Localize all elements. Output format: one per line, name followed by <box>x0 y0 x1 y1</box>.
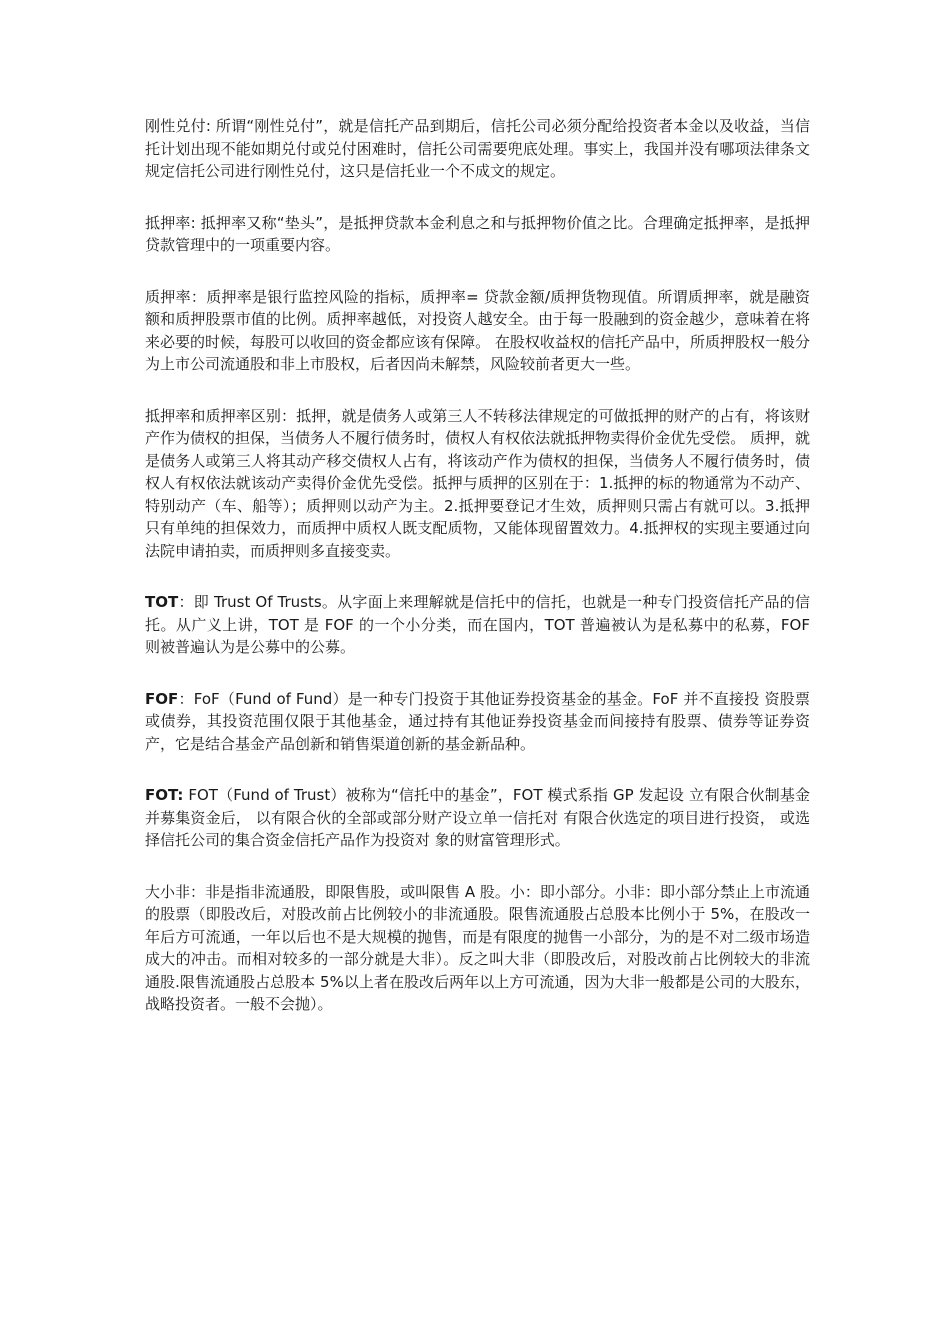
entry-body: 抵押率又称“垫头”，是抵押贷款本金利息之和与抵押物价值之比。合理确定抵押率，是抵押贷款管理中的一项重要内容。 <box>145 213 810 254</box>
document-body <box>145 115 810 1045</box>
entry-mortgage-rate <box>145 212 810 257</box>
entry-pledge-rate <box>145 286 810 376</box>
entry-term: FOT: <box>145 786 184 804</box>
entry-separator: ： <box>178 593 194 611</box>
entry-term: FOF <box>145 689 179 708</box>
entry-term: 抵押率和质押率区别 <box>145 406 282 425</box>
entry-term: 刚性兑付 <box>145 117 206 135</box>
entry-separator: ： <box>281 406 297 425</box>
entry-term: 大小非 <box>145 882 191 901</box>
entry-separator: ： <box>190 882 206 901</box>
entry-rigid-payment <box>145 115 810 183</box>
entry-body: FoF（Fund of Fund）是一种专门投资于其他证券投资基金的基金。FoF 并不直接投 资股票或债券，其投资范围仅限于其他基金，通过持有其他证券投资基金而间接持有股票、债券等证券资产，它是结合基金产品创新和销售渠道创新的基金新品种。 <box>145 689 810 753</box>
entry-body: 非是指非流通股，即限售股，或叫限售 A 股。小：即小部分。小非：即小部分禁止上市流通的股票（即股改后，对股改前占比例较小的非流通股。限售流通股占总股本比例小于 5%，在股改一年后方可流通，一年以后也不是大规模的抛售，而是有限度的抛售一小部分，为的是不对二级市场造成大的冲击。而相对较多的一部分就是大非）。反之叫大非（即股改后，对股改前占比例较大的非流通股.限售流通股占总股本 5%以上者在股改后两年以上方可流通，因为大非一般都是公司的大股东，战略投资者。一般不会抛）。 <box>145 882 810 1013</box>
entry-term: 质押率 <box>145 287 191 306</box>
entry-body: FOT（Fund of Trust）被称为“信托中的基金”，FOT 模式系指 GP 发起设 立有限合伙制基金并募集资金后， 以有限合伙的全部或部分财产设立单一信托对 有限合伙选定的项目进行投资， 或选择信托公司的集合资金信托产品作为投资对 象的财富管理形式。 <box>145 786 810 849</box>
entry-term: TOT <box>145 593 179 611</box>
entry-body: 质押率是银行监控风险的指标，质押率= 贷款金额/质押货物现值。所谓质押率，就是融资额和质押股票市值的比例。质押率越低，对投资人越安全。由于每一股融到的资金越少，意味着在将来必要的时候，每股可以收回的资金都应该有保障。 在股权收益权的信托产品中，所质押股权一般分为上市公司流通股和非上市股权，后者因尚未解禁，风险较前者更大一些。 <box>145 287 810 373</box>
entry-fof <box>145 688 810 756</box>
entry-separator: : <box>190 213 201 232</box>
entry-body: 抵押，就是债务人或第三人不转移法律规定的可做抵押的财产的占有，将该财产作为债权的担保，当债务人不履行债务时，债权人有权依法就抵押物卖得价金优先受偿。 质押，就是债务人或第三人将其动产移交债权人占有，将该动产作为债权的担保，当债务人不履行债务时，债权人有权依法就该动产卖得价金优先受偿。抵押与质押的区别在于：1.抵押的标的物通常为不动产、特别动产（车、船等）；质押则以动产为主。2.抵押要登记才生效，质押则只需占有就可以。3.抵押只有单纯的担保效力，而质押中质权人既支配质物，又能体现留置效力。4.抵押权的实现主要通过向法院申请拍卖，而质押则多直接变卖。 <box>145 406 810 560</box>
entry-separator: ： <box>178 689 194 708</box>
entry-separator: : <box>205 117 216 135</box>
entry-term: 抵押率 <box>145 213 191 232</box>
entry-separator: ： <box>190 287 207 306</box>
entry-fot <box>145 784 810 852</box>
entry-big-small-non-tradable <box>145 881 810 1016</box>
entry-tot <box>145 591 810 659</box>
entry-body: 所谓“刚性兑付”，就是信托产品到期后，信托公司必须分配给投资者本金以及收益，当信托计划出现不能如期兑付或兑付困难时，信托公司需要兜底处理。事实上，我国并没有哪项法律条文规定信托公司进行刚性兑付，这只是信托业一个不成文的规定。 <box>145 117 810 180</box>
entry-body: 即 Trust Of Trusts。从字面上来理解就是信托中的信托，也就是一种专门投资信托产品的信托。从广义上讲，TOT 是 FOF 的一个小分类，而在国内，TOT 普遍被认为是私募中的私募，FOF 则被普遍认为是公募中的公募。 <box>145 593 810 656</box>
entry-mortgage-vs-pledge <box>145 405 810 563</box>
